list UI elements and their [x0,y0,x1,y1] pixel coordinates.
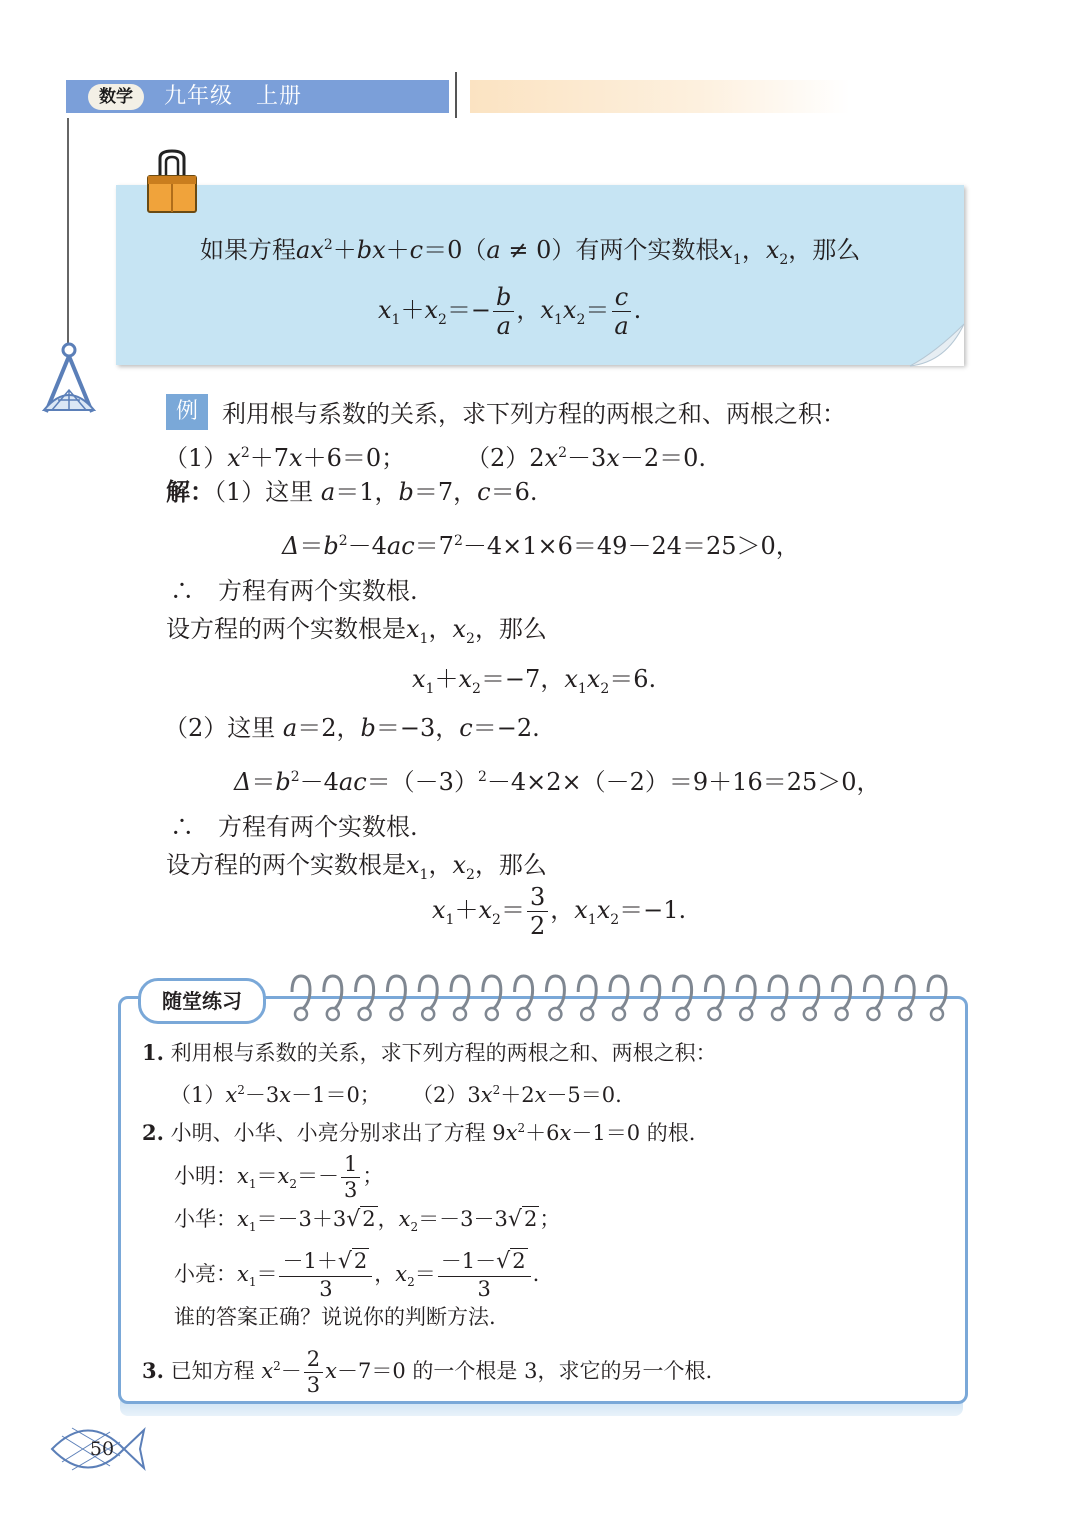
practice-q1-eq2: $(2)3x^2+2x-5=0$. [412,1083,622,1107]
page-number: 50 [89,1438,115,1460]
binding-ring [451,976,469,1020]
practice-q1: 1. 利用根与系数的关系，求下列方程的两根之和、两根之积： [142,1040,717,1065]
example-prompt: 利用根与系数的关系，求下列方程的两根之和、两根之积： [222,400,846,428]
compass-icon [38,340,100,418]
subject-badge: 数学 [88,84,144,110]
spiral-binding-icon [280,970,950,1026]
solution-part2-result: $x_1+x_2=$ $\frac{3}{2}$ ，$x_1x_2=-1$. [432,883,687,940]
practice-q2-question: 谁的答案正确？说说你的判断方法. [174,1305,496,1329]
binding-ring [387,976,405,1020]
binding-ring [578,976,596,1020]
binding-ring [769,976,787,1020]
binding-ring [324,976,342,1020]
binding-ring [737,976,755,1020]
binding-ring [356,976,374,1020]
binding-ring [483,976,501,1020]
solution-part1-delta: $\Delta=b^2-4ac=7^2-4\times 1\times 6=49-24=25>0$， [282,532,800,560]
example-equation-1: $(1)x^2+7x+6=0$； [164,444,406,472]
binding-ring [833,976,851,1020]
binding-ring [928,976,946,1020]
binding-ring [546,976,564,1020]
practice-q3: 3. 已知方程 $x^2-$ $\frac{2}{3}$ x－7＝0 的一个根是 3，求它的另一个根. [142,1347,713,1397]
solution-part1-conclusion: ∴ 方程有两个实数根. [170,577,418,605]
binding-ring [642,976,660,1020]
solution-part1-set-roots: 设方程的两个实数根是$x_1$，$x_2$，那么 [166,615,547,647]
binding-ring [292,976,310,1020]
practice-q3-number: 3. [142,1358,164,1383]
solution-part2-set-roots: 设方程的两个实数根是$x_1$，$x_2$，那么 [166,851,547,883]
practice-title: 随堂练习 [138,978,266,1024]
page-curl-icon [906,322,966,368]
solution-part2-coeffs: （2）这里 a＝2，b＝−3，c＝−2. [164,714,540,742]
practice-q1-number: 1. [142,1040,164,1065]
solution-part2-conclusion: ∴ 方程有两个实数根. [170,813,418,841]
binding-ring [705,976,723,1020]
example-equation-2: $(2)2x^2-3x-2=0$. [466,444,707,472]
solution-part2-delta: $\Delta=b^2-4ac=(-3)^2-4\times 2\times(-2)=9+16=25>0$， [234,768,881,796]
solution-part1-coeffs: 解：（1）这里 a＝1，b＝7，c＝6. [166,478,538,506]
header-divider [455,72,457,118]
example-badge: 例 [166,394,208,430]
practice-q2: 2. 小明、小华、小亮分别求出了方程 $9x^2+6x-1=0$ 的根. [142,1120,696,1145]
binding-ring [801,976,819,1020]
header-grade: 九年级 上册 [164,84,303,109]
practice-q1-eq1: $(1)x^2-3x-1=0$； [170,1083,381,1107]
binding-ring [674,976,692,1020]
practice-q2-ming: 小明：$x_1=x_2=-$ $\frac{1}{3}$ ； [174,1152,384,1202]
left-margin-rule [67,118,69,343]
binding-ring [896,976,914,1020]
binding-ring [864,976,882,1020]
solution-part1-result: $x_1+x_2=-7$，$x_1x_2=6$. [412,665,657,697]
practice-q2-number: 2. [142,1120,164,1145]
header-gradient-strip [470,80,850,113]
practice-q2-liang: 小亮：$x_1=$ $\frac{-1+√2}{3}$ ，$x_2=$ $\frac{-1-√2}{3}$ . [174,1249,540,1301]
solution-label: 解： [166,478,214,506]
binding-ring [610,976,628,1020]
theorem-statement: 如果方程$ax^2+bx+c=0(a \ne 0)$有两个实数根$x_1$，$x_2$，那么 [200,236,861,268]
binding-ring [419,976,437,1020]
practice-q2-hua: 小华：$x_1=-3+3√2$，$x_2=-3-3√2$； [174,1207,561,1235]
binder-clip-icon [144,148,200,214]
theorem-formula: $x_1+x_2=-$ $\frac{b}{a}$ ，$x_1x_2=$ $\frac{c}{a}$ . [378,283,642,340]
binding-ring [515,976,533,1020]
